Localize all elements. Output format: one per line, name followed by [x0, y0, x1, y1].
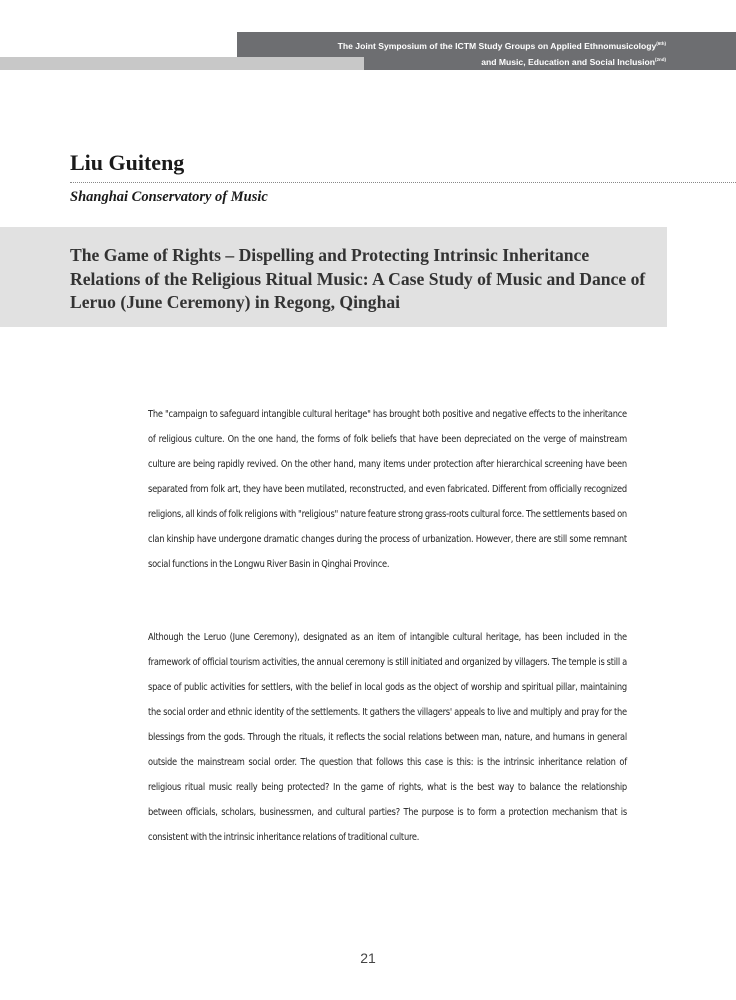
abstract-paragraph-2: Although the Leruo (June Ceremony), designated as an item of intangible cultural heritage, has been included in the framework of official tourism activities, the annual ceremony is still initiated and organized by villagers. The temple is still a space of public activities for settlers, with the belief in local gods as the object of worship and spiritual pillar, maintaining the social order and ethnic identity of the settlements. It gathers the villagers' appeals to live and multiply and pray for the blessings from the gods. Through the rituals, it reflects the social relations between man, nature, and humans in general outside the mainstream social order. The question that follows this case is this: is the intrinsic inheritance relation of religious ritual music really being protected? In the game of rights, what is the best way to balance the relationship between officials, scholars, businessmen, and cultural parties? The purpose is to form a protection mechanism that is consistent with the intrinsic inheritance relations of traditional culture.	[148, 632, 627, 843]
header-line-2-text: and Music, Education and Social Inclusion	[481, 57, 655, 67]
author-affiliation: Shanghai Conservatory of Music	[70, 189, 268, 205]
header-line-2	[338, 53, 666, 69]
header-accent-strip	[0, 57, 364, 70]
header-line-1	[338, 37, 666, 53]
page-number: 21	[360, 950, 376, 966]
header-line-1-text: The Joint Symposium of the ICTM Study Groups on Applied Ethnomusicology	[337, 41, 657, 51]
header-line-2-sup: (2nd)	[655, 57, 666, 62]
author-name: Liu Guiteng	[70, 150, 185, 175]
abstract-paragraph-1: The "campaign to safeguard intangible cultural heritage" has brought both positive and negative effects to the inheritance of religious culture. On the one hand, the forms of folk beliefs that have been depreciated on the verge of mainstream culture are being rapidly revived. On the other hand, many items under protection after hierarchical screening have been separated from folk art, they have been mutilated, reconstructed, and even fabricated. Different from officially recognized religions, all kinds of folk religions with "religious" nature feature strong grass-roots cultural force. The settlements based on clan kinship have undergone dramatic changes during the process of urbanization. However, there are still some remnant social functions in the Longwu River Basin in Qinghai Province.	[148, 409, 627, 570]
dotted-divider	[70, 182, 736, 183]
header-line-1-sup: (6th)	[656, 41, 666, 46]
paper-title: The Game of Rights – Dispelling and Protecting Intrinsic Inheritance Relations of the Religious Ritual Music: A Case Study of Music and Dance of Leruo (June Ceremony) in Regong, Qinghai	[70, 245, 646, 312]
symposium-header-text	[338, 37, 666, 69]
